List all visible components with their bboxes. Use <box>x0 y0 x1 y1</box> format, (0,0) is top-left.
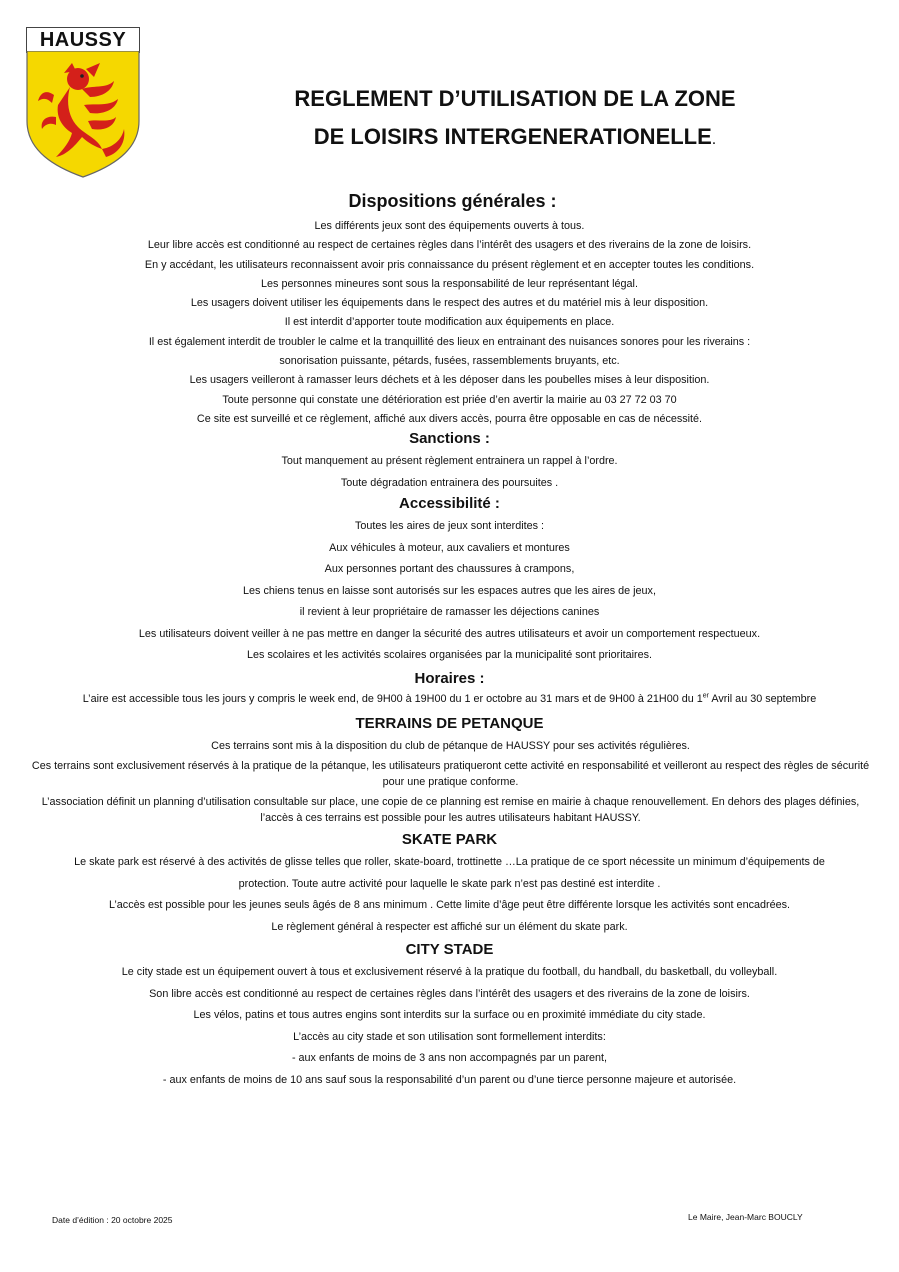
rule-line: - aux enfants de moins de 10 ans sauf sous la responsabilité d’un parent ou d’une tierce personne majeure et autorisée. <box>162 1073 737 1086</box>
rule-line: Les différents jeux sont des équipements ouverts à tous. <box>314 220 585 232</box>
section-heading-general: Dispositions générales : <box>348 191 557 211</box>
rule-line: Toute personne qui constate une détérioration est priée d’en avertir la mairie au 03 27 72 03 70 <box>222 393 677 406</box>
section-accessibility <box>0 516 899 667</box>
rule-line: Il est également interdit de troubler le calme et la tranquillité des lieux en entrainant des nuisances sonores pour les riverains : <box>148 335 751 348</box>
logo-town-name: HAUSSY <box>26 27 140 53</box>
rule-line: Ce site est surveillé et ce règlement, affiché aux divers accès, pourra être opposable en cas de nécessité. <box>196 412 703 425</box>
rule-line: il revient à leur propriétaire de ramasser les déjections canines <box>299 606 600 619</box>
section-sanctions <box>0 451 899 494</box>
document-title-line-2-text: DE LOISIRS INTERGENERATIONELLE <box>313 124 712 149</box>
rule-line: L’accès au city stade et son utilisation sont formellement interdits: <box>293 1030 606 1043</box>
document-title-line-1: REGLEMENT D’UTILISATION DE LA ZONE <box>294 86 736 111</box>
document-title-line-2 <box>130 124 899 150</box>
rule-line: Son libre accès est conditionné au respect de certaines règles dans l’intérêt des usagers et des riverains de la zone de loisirs. <box>149 987 750 1000</box>
section-petanque <box>0 738 899 826</box>
rule-line: Tout manquement au présent règlement entrainera un rappel à l’ordre. <box>281 455 618 468</box>
hours-text-end: Avril au 30 septembre <box>708 692 817 705</box>
rule-line: Les scolaires et les activités scolaires organisées par la municipalité sont prioritaires. <box>246 649 653 662</box>
rule-line: sonorisation puissante, pétards, fusées, rassemblements bruyants, etc. <box>279 355 620 368</box>
section-heading-hours: Horaires : <box>414 669 485 687</box>
regulation-body <box>0 188 899 1091</box>
rule-paragraph: L’association définit un planning d’utilisation consultable sur place, une copie de ce planning est remise en mairie à chaque renouvellement. En dehors des plages définies, l’accès à ces terrains est possible pour les autres utilisateurs habitant HAUSSY. <box>41 796 860 825</box>
hours-superscript: er <box>702 692 709 700</box>
rule-line: Leur libre accès est conditionné au respect de certaines règles dans l’intérêt des usagers et des riverains de la zone de loisirs. <box>147 239 752 252</box>
rule-line: Le skate park est réservé à des activités de glisse telles que roller, skate-board, trottinette …La pratique de ce sport nécessite un minimum d’équipements de <box>74 856 825 869</box>
rule-line: - aux enfants de moins de 3 ans non accompagnés par un parent, <box>291 1052 608 1065</box>
section-heading-city-stade: CITY STADE <box>405 941 494 959</box>
rule-line: Il est interdit d’apporter toute modification aux équipements en place. <box>284 316 615 329</box>
section-skate-park <box>0 852 899 938</box>
rule-line: Le city stade est un équipement ouvert à tous et exclusivement réservé à la pratique du football, du handball, du basketball, du volleyball. <box>121 966 778 979</box>
rule-line: Les usagers doivent utiliser les équipements dans le respect des autres et du matériel mis à leur disposition. <box>190 297 709 310</box>
section-heading-sanctions: Sanctions : <box>409 430 490 448</box>
rule-line: Toutes les aires de jeux sont interdites : <box>354 520 545 533</box>
rule-paragraph: Ces terrains sont mis à la disposition du club de pétanque de HAUSSY pour ses activités régulières. <box>211 740 690 753</box>
rule-line: Le règlement général à respecter est affiché sur un élément du skate park. <box>271 920 628 933</box>
document-title-line-2-period: . <box>711 131 717 148</box>
mayor-signature: Le Maire, Jean-Marc BOUCLY <box>688 1212 803 1222</box>
rule-line: Aux véhicules à moteur, aux cavaliers et montures <box>329 541 570 554</box>
rule-line: Toute dégradation entrainera des poursuites . <box>340 476 559 489</box>
rule-line: Les personnes mineures sont sous la responsabilité de leur représentant légal. <box>261 277 638 290</box>
section-heading-petanque: TERRAINS DE PETANQUE <box>355 715 544 733</box>
rule-line: Les usagers veilleront à ramasser leurs déchets et à les déposer dans les poubelles mises à leur disposition. <box>189 374 710 387</box>
lion-shield-icon <box>26 51 140 179</box>
rule-line: Aux personnes portant des chaussures à crampons, <box>324 563 575 576</box>
section-heading-accessibility: Accessibilité : <box>399 495 500 513</box>
town-crest-logo <box>26 27 140 177</box>
rule-line: Les chiens tenus en laisse sont autorisés sur les espaces autres que les aires de jeux, <box>243 584 656 597</box>
rule-line: En y accédant, les utilisateurs reconnaissent avoir pris connaissance du présent règlement et en accepter toutes les conditions. <box>144 258 755 271</box>
rule-paragraph: Ces terrains sont exclusivement réservés à la pratique de la pétanque, les utilisateurs pratiqueront cette activité en responsabilité et veilleront au respect des règles de sécurité pour une pratique conforme. <box>31 760 870 789</box>
hours-text-start: L’aire est accessible tous les jours y compris le week end, de 9H00 à 19H00 du 1 er octobre au 31 mars et de 9H00 à 21H00 du 1 <box>82 692 703 705</box>
section-heading-skate-park: SKATE PARK <box>401 831 498 849</box>
section-general <box>0 217 899 429</box>
edition-date: Date d’édition : 20 octobre 2025 <box>52 1215 173 1225</box>
rule-line: Les utilisateurs doivent veiller à ne pas mettre en danger la sécurité des autres utilisateurs et avoir un comportement respectueux. <box>138 627 761 640</box>
rule-line: Les vélos, patins et tous autres engins sont interdits sur la surface ou en proximité immédiate du city stade. <box>193 1009 706 1022</box>
section-city-stade <box>0 962 899 1091</box>
hours-line <box>0 689 899 711</box>
rule-line: protection. Toute autre activité pour laquelle le skate park n’est pas destiné est interdite . <box>238 877 661 890</box>
rule-line: L’accès est possible pour les jeunes seuls âgés de 8 ans minimum . Cette limite d’âge peut être différente lorsque les activités sont encadrées. <box>109 899 790 912</box>
